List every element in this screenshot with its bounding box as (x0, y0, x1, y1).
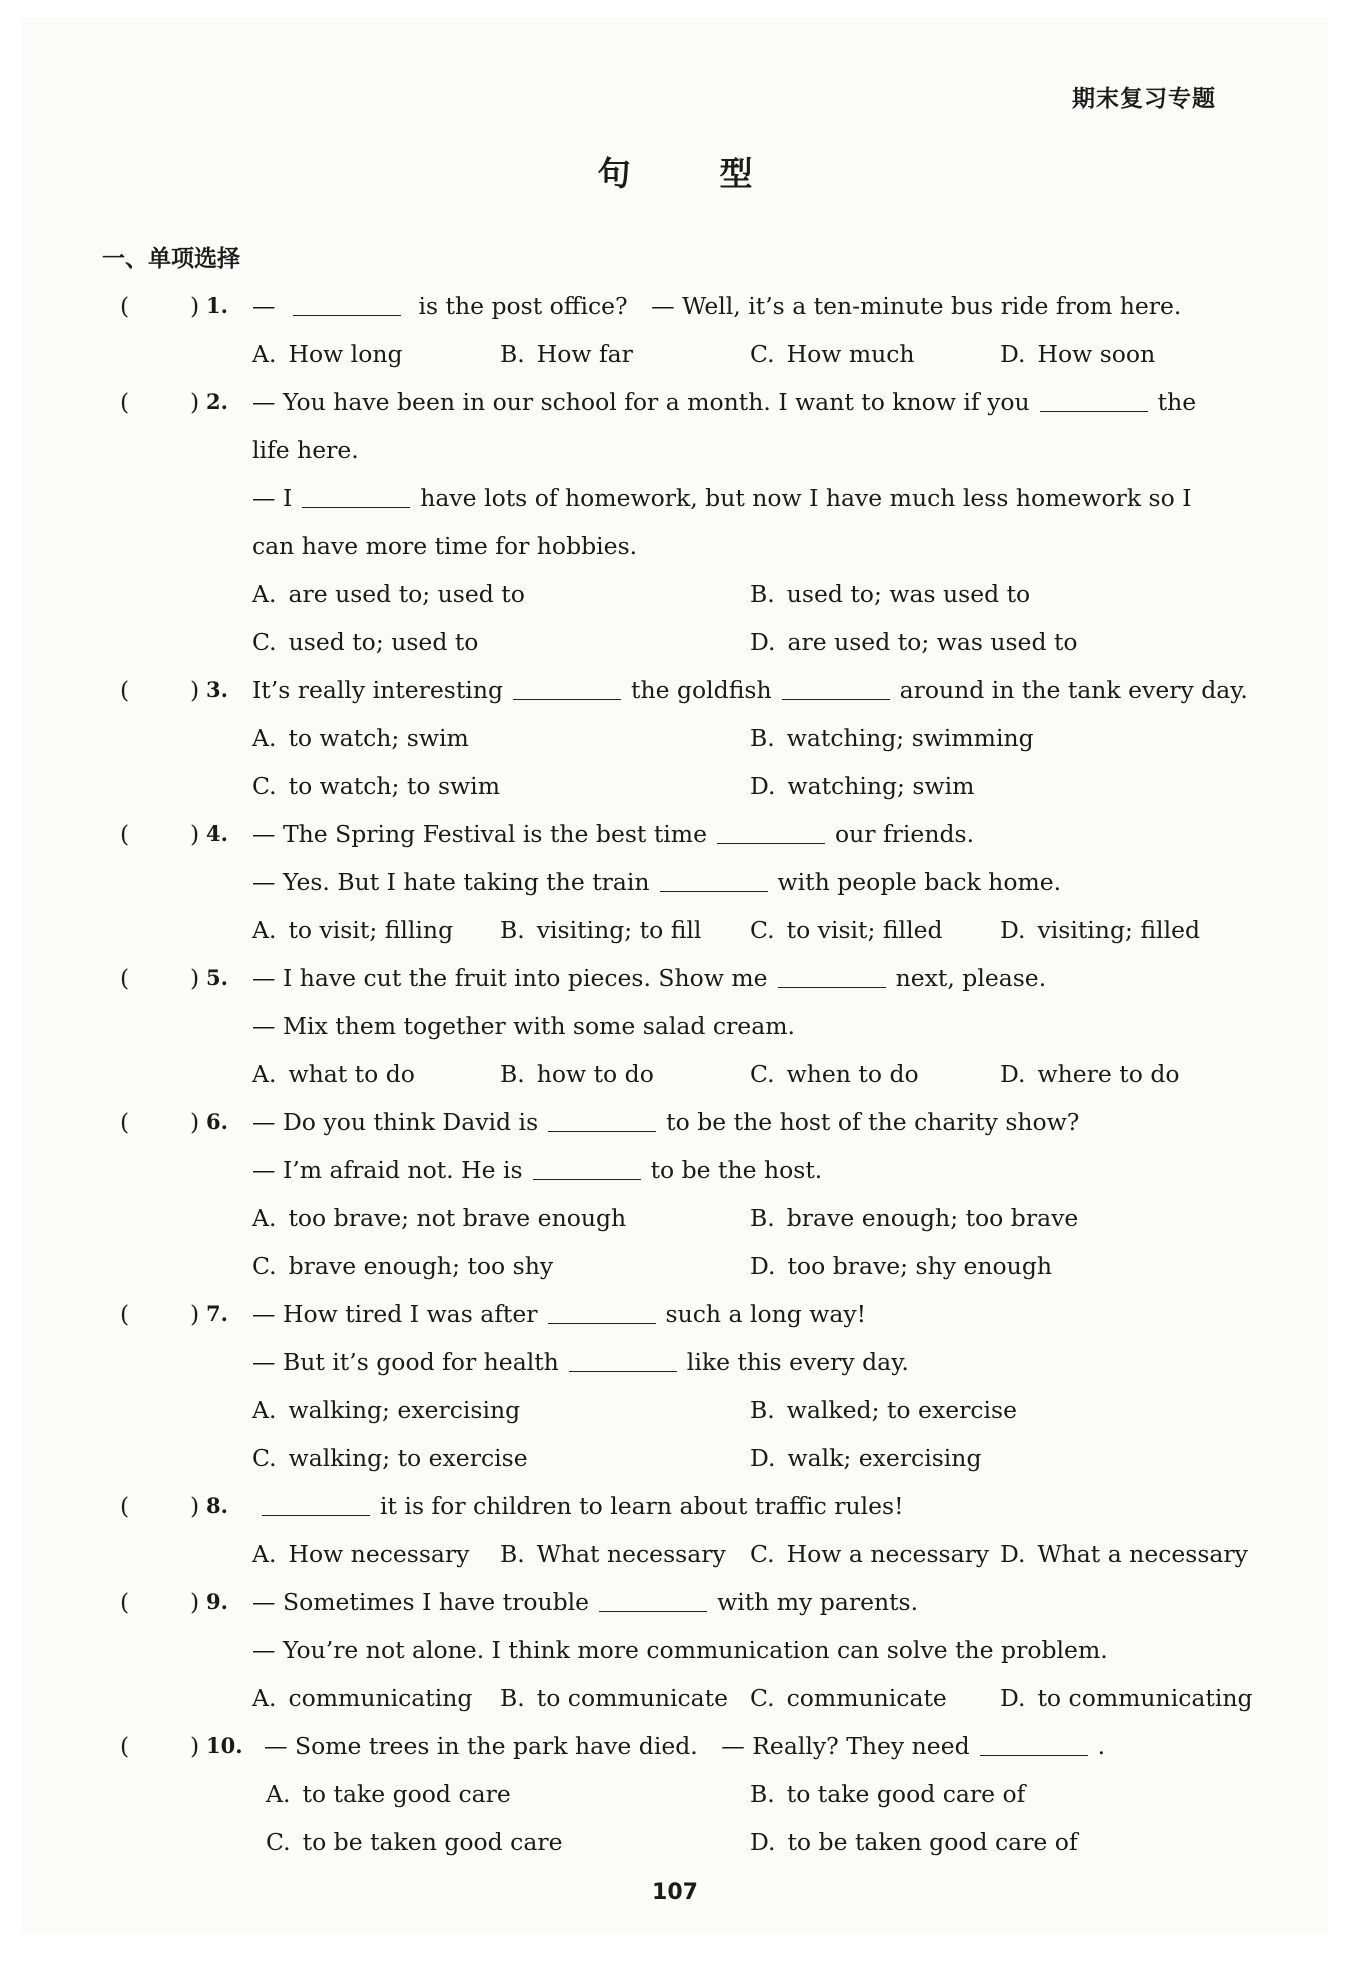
stem-text: around in the tank every day. (899, 676, 1248, 704)
option-label: B. (750, 724, 775, 752)
answer-blank[interactable] (533, 1149, 641, 1180)
options-row (102, 714, 1252, 762)
option-label: B. (500, 340, 525, 368)
question-stem (102, 378, 1252, 426)
option-text: visiting; filled (1037, 916, 1201, 944)
option-a[interactable] (252, 1530, 469, 1578)
option-label: C. (252, 1252, 277, 1280)
question-stem (102, 1722, 1252, 1770)
option-text: to take good care (302, 1780, 511, 1808)
option-text: to visit; filling (288, 916, 454, 944)
option-text: visiting; to fill (536, 916, 702, 944)
option-text: brave enough; too brave (786, 1204, 1079, 1232)
answer-paren-close: ) (190, 1492, 200, 1520)
options-row (102, 1674, 1252, 1722)
stem-text: . (1097, 1732, 1106, 1760)
option-text: walking; exercising (288, 1396, 521, 1424)
question-text (264, 1722, 1105, 1770)
stem-text: our friends. (835, 820, 975, 848)
option-label: B. (500, 1684, 525, 1712)
option-a[interactable] (266, 1770, 511, 1818)
answer-blank[interactable] (599, 1581, 707, 1612)
option-label: C. (750, 1060, 775, 1088)
option-label: B. (500, 916, 525, 944)
option-label: A. (252, 340, 277, 368)
stem-text: — How tired I was after (252, 1300, 538, 1328)
option-b[interactable] (500, 1674, 728, 1722)
answer-paren-open: ( (120, 1732, 130, 1760)
question-text (252, 954, 1046, 1002)
options-row (102, 1386, 1252, 1434)
option-c[interactable] (750, 1530, 989, 1578)
option-b[interactable] (750, 1194, 1078, 1242)
question-text (252, 666, 1248, 714)
question-item (102, 1290, 1252, 1482)
option-label: D. (1000, 340, 1026, 368)
option-d[interactable] (750, 1818, 1078, 1866)
option-label: D. (1000, 1684, 1026, 1712)
option-b[interactable] (500, 1050, 654, 1098)
stem-text: — Sometimes I have trouble (252, 1588, 590, 1616)
option-a[interactable] (252, 1674, 472, 1722)
question-stem (102, 1290, 1252, 1338)
question-number: 2. (206, 389, 228, 414)
question-text (252, 1578, 918, 1626)
answer-blank[interactable] (660, 861, 768, 892)
option-label: D. (750, 628, 776, 656)
option-label: C. (750, 916, 775, 944)
option-text: too brave; not brave enough (288, 1204, 627, 1232)
answer-paren-close: ) (190, 1300, 200, 1328)
option-text: communicating (288, 1684, 473, 1712)
stem-text: the (1157, 388, 1197, 416)
question-text (252, 1482, 904, 1530)
stem-text: is the post office? — Well, it’s a ten-minute bus ride from here. (410, 292, 1182, 320)
answer-paren-close: ) (190, 388, 200, 416)
question-item (102, 666, 1252, 810)
option-text: how to do (536, 1060, 654, 1088)
question-stem-continued (102, 522, 1252, 570)
option-label: D. (1000, 1540, 1026, 1568)
option-d[interactable] (1000, 906, 1200, 954)
answer-paren-open: ( (120, 964, 130, 992)
option-label: A. (252, 1396, 277, 1424)
stem-text: — Some trees in the park have died. — Really? They need (264, 1732, 970, 1760)
option-label: C. (750, 340, 775, 368)
option-c[interactable] (750, 906, 943, 954)
option-text: to take good care of (786, 1780, 1026, 1808)
options-row (102, 618, 1252, 666)
option-c[interactable] (252, 762, 500, 810)
option-b[interactable] (750, 714, 1034, 762)
page-title: 句 型 (597, 154, 781, 193)
option-text: How necessary (288, 1540, 470, 1568)
option-label: C. (266, 1828, 291, 1856)
option-text: when to do (786, 1060, 919, 1088)
option-text: brave enough; too shy (288, 1252, 554, 1280)
answer-paren-close: ) (190, 1732, 200, 1760)
stem-text: — The Spring Festival is the best time (252, 820, 707, 848)
option-d[interactable] (1000, 1674, 1253, 1722)
options-row (102, 330, 1252, 378)
options-row (102, 1050, 1252, 1098)
question-stem (102, 282, 1252, 330)
option-label: D. (1000, 1060, 1026, 1088)
option-label: B. (500, 1060, 525, 1088)
option-label: D. (750, 1828, 776, 1856)
question-number: 5. (206, 965, 228, 990)
question-stem (102, 1098, 1252, 1146)
question-list (102, 282, 1252, 1866)
question-text (252, 810, 974, 858)
option-text: to be taken good care (302, 1828, 563, 1856)
answer-paren-open: ( (120, 1108, 130, 1136)
options-row (102, 1242, 1252, 1290)
option-label: B. (750, 580, 775, 608)
answer-paren-close: ) (190, 676, 200, 704)
question-text (252, 1290, 866, 1338)
option-d[interactable] (750, 762, 974, 810)
question-stem-continued (102, 1002, 1252, 1050)
stem-text: — Do you think David is (252, 1108, 539, 1136)
option-label: A. (252, 1684, 277, 1712)
answer-paren-close: ) (190, 1108, 200, 1136)
page-number: 107 (652, 1880, 698, 1905)
option-d[interactable] (1000, 330, 1155, 378)
stem-text: — I (252, 484, 293, 512)
answer-paren-open: ( (120, 1588, 130, 1616)
question-stem-continued (102, 858, 1252, 906)
answer-paren-close: ) (190, 964, 200, 992)
question-item (102, 810, 1252, 954)
stem-text: such a long way! (665, 1300, 867, 1328)
stem-text: — You’re not alone. I think more communication can solve the problem. (252, 1636, 1108, 1664)
option-a[interactable] (252, 570, 525, 618)
option-b[interactable] (500, 1530, 726, 1578)
option-text: are used to; was used to (787, 628, 1078, 656)
stem-text: life here. (252, 436, 359, 464)
options-row (102, 1194, 1252, 1242)
option-text: walk; exercising (787, 1444, 982, 1472)
answer-blank[interactable] (569, 1341, 677, 1372)
answer-paren-close: ) (190, 820, 200, 848)
option-b[interactable] (750, 1386, 1017, 1434)
question-stem (102, 954, 1252, 1002)
question-stem (102, 1482, 1252, 1530)
stem-text: can have more time for hobbies. (252, 532, 638, 560)
options-row (102, 1530, 1252, 1578)
option-text: watching; swim (787, 772, 975, 800)
option-label: D. (750, 772, 776, 800)
question-item (102, 378, 1252, 666)
stem-text: have lots of homework, but now I have much less homework so I (420, 484, 1192, 512)
option-label: D. (750, 1252, 776, 1280)
answer-blank[interactable] (1040, 381, 1148, 412)
option-text: walked; to exercise (786, 1396, 1017, 1424)
option-a[interactable] (252, 1386, 520, 1434)
question-item (102, 954, 1252, 1098)
option-text: used to; was used to (786, 580, 1031, 608)
option-text: walking; to exercise (288, 1444, 528, 1472)
option-label: C. (252, 628, 277, 656)
option-text: How soon (1037, 340, 1156, 368)
option-label: A. (252, 1204, 277, 1232)
option-a[interactable] (252, 906, 453, 954)
answer-blank[interactable] (293, 285, 401, 316)
option-label: A. (266, 1780, 291, 1808)
question-stem (102, 666, 1252, 714)
option-text: to watch; to swim (288, 772, 500, 800)
option-text: to communicate (536, 1684, 728, 1712)
option-text: are used to; used to (288, 580, 525, 608)
option-text: used to; used to (288, 628, 479, 656)
option-d[interactable] (750, 1434, 982, 1482)
question-text (252, 378, 1196, 426)
option-b[interactable] (750, 1770, 1025, 1818)
answer-paren-open: ( (120, 388, 130, 416)
option-d[interactable] (750, 1242, 1052, 1290)
question-number: 4. (206, 821, 228, 846)
stem-text: — (252, 292, 283, 320)
option-label: A. (252, 1540, 277, 1568)
question-stem (102, 810, 1252, 858)
option-c[interactable] (252, 1434, 528, 1482)
option-text: to communicating (1037, 1684, 1253, 1712)
options-row (102, 570, 1252, 618)
answer-blank[interactable] (980, 1725, 1088, 1756)
option-b[interactable] (500, 906, 701, 954)
option-a[interactable] (252, 330, 403, 378)
stem-text: — But it’s good for health (252, 1348, 559, 1376)
question-number: 6. (206, 1109, 228, 1134)
stem-text: It’s really interesting (252, 676, 503, 704)
option-text: where to do (1037, 1060, 1180, 1088)
option-text: How a necessary (786, 1540, 990, 1568)
options-row (102, 1818, 1252, 1866)
question-number: 1. (206, 293, 228, 318)
question-number: 7. (206, 1301, 228, 1326)
question-stem (102, 1578, 1252, 1626)
option-b[interactable] (500, 330, 633, 378)
option-text: How much (786, 340, 915, 368)
option-c[interactable] (252, 618, 478, 666)
option-text: How far (536, 340, 633, 368)
option-text: to watch; swim (288, 724, 469, 752)
question-number: 9. (206, 1589, 228, 1614)
question-item (102, 282, 1252, 378)
option-a[interactable] (252, 1050, 415, 1098)
option-c[interactable] (252, 1242, 553, 1290)
question-stem-continued (102, 474, 1252, 522)
question-item (102, 1578, 1252, 1722)
answer-blank[interactable] (302, 477, 410, 508)
question-number: 10. (206, 1733, 243, 1758)
worksheet-page (22, 18, 1328, 1933)
question-text (252, 282, 1181, 330)
options-row (102, 762, 1252, 810)
stem-text: with my parents. (717, 1588, 919, 1616)
answer-blank[interactable] (548, 1293, 656, 1324)
answer-blank[interactable] (782, 669, 890, 700)
stem-text: it is for children to learn about traffic rules! (380, 1492, 904, 1520)
option-label: C. (252, 772, 277, 800)
answer-paren-open: ( (120, 292, 130, 320)
stem-text: to be the host of the charity show? (666, 1108, 1080, 1136)
option-d[interactable] (1000, 1050, 1180, 1098)
stem-text: — I have cut the fruit into pieces. Show me (252, 964, 768, 992)
answer-blank[interactable] (513, 669, 621, 700)
option-label: A. (252, 580, 277, 608)
question-item (102, 1482, 1252, 1578)
answer-paren-open: ( (120, 1300, 130, 1328)
answer-paren-close: ) (190, 1588, 200, 1616)
options-row (102, 906, 1252, 954)
stem-text: — Yes. But I hate taking the train (252, 868, 650, 896)
stem-text: — You have been in our school for a month. I want to know if you (252, 388, 1030, 416)
question-stem-continued (102, 1146, 1252, 1194)
option-label: C. (750, 1684, 775, 1712)
options-row (102, 1770, 1252, 1818)
answer-paren-open: ( (120, 1492, 130, 1520)
option-label: B. (750, 1780, 775, 1808)
option-text: to visit; filled (786, 916, 943, 944)
option-label: B. (500, 1540, 525, 1568)
stem-text: — I’m afraid not. He is (252, 1156, 523, 1184)
option-label: A. (252, 916, 277, 944)
question-stem-continued (102, 1626, 1252, 1674)
stem-text: to be the host. (650, 1156, 823, 1184)
option-text: too brave; shy enough (787, 1252, 1052, 1280)
option-label: B. (750, 1204, 775, 1232)
option-label: B. (750, 1396, 775, 1424)
option-c[interactable] (750, 1674, 947, 1722)
option-text: watching; swimming (786, 724, 1034, 752)
option-label: D. (750, 1444, 776, 1472)
stem-text: the goldfish (631, 676, 772, 704)
question-stem-continued (102, 426, 1252, 474)
section-heading: 一、单项选择 (102, 246, 240, 272)
question-stem-continued (102, 1338, 1252, 1386)
option-b[interactable] (750, 570, 1030, 618)
option-label: C. (252, 1444, 277, 1472)
options-row (102, 1434, 1252, 1482)
question-item (102, 1098, 1252, 1290)
question-number: 8. (206, 1493, 228, 1518)
option-text: communicate (786, 1684, 947, 1712)
option-c[interactable] (750, 330, 915, 378)
header-tag: 期末复习专题 (1072, 86, 1216, 112)
answer-blank[interactable] (262, 1485, 370, 1516)
option-d[interactable] (1000, 1530, 1248, 1578)
option-text: to be taken good care of (787, 1828, 1078, 1856)
stem-text: — Mix them together with some salad cream. (252, 1012, 795, 1040)
question-text (252, 1098, 1079, 1146)
question-item (102, 1722, 1252, 1866)
option-label: A. (252, 724, 277, 752)
answer-blank[interactable] (717, 813, 825, 844)
answer-paren-open: ( (120, 820, 130, 848)
option-text: What necessary (536, 1540, 726, 1568)
answer-paren-open: ( (120, 676, 130, 704)
option-a[interactable] (252, 714, 469, 762)
option-label: C. (750, 1540, 775, 1568)
answer-blank[interactable] (548, 1101, 656, 1132)
option-text: What a necessary (1037, 1540, 1248, 1568)
option-text: How long (288, 340, 403, 368)
option-label: A. (252, 1060, 277, 1088)
stem-text: like this every day. (686, 1348, 909, 1376)
option-text: what to do (288, 1060, 415, 1088)
option-c[interactable] (750, 1050, 919, 1098)
answer-blank[interactable] (778, 957, 886, 988)
option-label: D. (1000, 916, 1026, 944)
option-a[interactable] (252, 1194, 626, 1242)
option-d[interactable] (750, 618, 1078, 666)
question-number: 3. (206, 677, 228, 702)
answer-paren-close: ) (190, 292, 200, 320)
option-c[interactable] (266, 1818, 562, 1866)
stem-text: with people back home. (777, 868, 1062, 896)
stem-text: next, please. (895, 964, 1047, 992)
